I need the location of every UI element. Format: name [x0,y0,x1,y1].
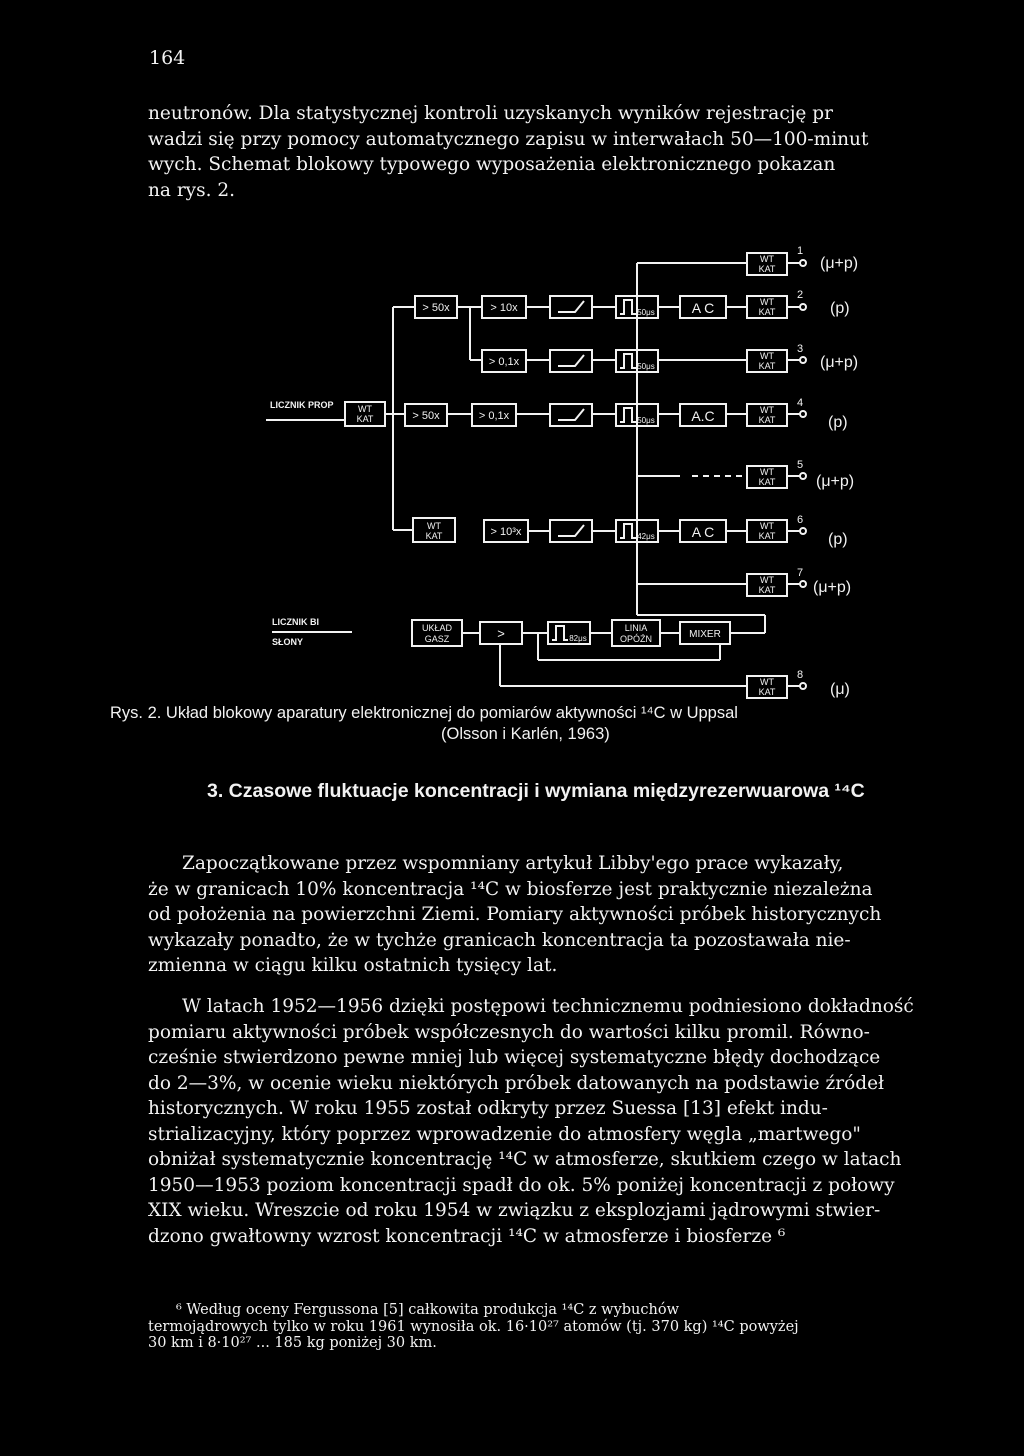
ac-label: A C [691,300,715,316]
kat-label: KAT [758,361,776,371]
block-diagram [0,0,1024,700]
wt-label: WT [760,521,774,531]
text-line: 1950—1953 poziom koncentracji spadł do ok. 5% poniżej koncentracji z połowy [148,1174,895,1196]
wt-label: WT [760,467,774,477]
text-line: na rys. 2. [148,179,236,201]
output-label: (μ+p) [820,255,859,272]
text-line: Zapoczątkowane przez wspomniany artykuł Libby'ego prace wykazały, [182,853,844,874]
box-label: OPÓŹN [619,634,653,644]
pulse-symbol [620,524,636,538]
output-terminal [800,581,806,587]
wt-label: WT [760,254,774,264]
counter-label: LICZNIK BI [272,617,319,627]
text-line: od położenia na powierzchni Ziemi. Pomiary aktywności próbek historycznych [148,904,882,925]
discriminator-box [550,404,592,426]
output-number: 8 [797,669,804,681]
delay-label: 42μs [637,532,655,541]
text-line: dzono gwałtowny wzrost koncentracji ¹⁴C w atmosferze i biosferze ⁶ [148,1225,786,1247]
footnote-line: ⁶ Według oceny Fergussona [5] całkowita produkcja ¹⁴C z wybuchów [176,1302,679,1318]
delay-label: 50μs [637,362,655,371]
box-label: GASZ [424,634,450,644]
text-line: pomiaru aktywności próbek współczesnych do wartości kilku promil. Równo- [148,1021,870,1043]
wt-label: WT [427,521,441,531]
text-line: obniżał systematycznie koncentrację ¹⁴C w atmosferze, skutkiem czego w latach [148,1149,902,1170]
footnote-line: termojądrowych tylko w roku 1961 wynosiła ok. 16·10²⁷ atomów (tj. 370 kg) ¹⁴C powyżej [148,1318,799,1335]
paragraph-2 [148,994,914,1249]
output-number: 4 [797,397,804,409]
discriminator-box [550,350,592,372]
pulse-symbol [620,300,636,314]
output-label: (p) [830,300,850,317]
output-terminal [800,473,806,479]
output-terminal [800,260,806,266]
text-line: neutronów. Dla statystycznej kontroli uzyskanych wyników rejestrację pr [148,103,833,124]
output-label: (μ+p) [816,473,855,490]
discriminator-box [550,296,592,318]
text-line: do 2—3%, w ocenie wieku niektórych próbek datowanych na podstawie źródeł [148,1072,885,1094]
delay-label: 82μs [569,634,587,643]
kat-label: KAT [758,307,776,317]
output-label: (p) [828,531,848,548]
ac-label: A.C [691,408,715,424]
text-line: XIX wieku. Wreszcie od roku 1954 w związku z eksplozjami jądrowymi stwier- [148,1200,881,1221]
kat-label: KAT [758,415,776,425]
counter-label-2: SŁONY [272,637,304,647]
box-label: UKŁAD [421,623,453,633]
amplifier-label: > 0,1x [478,410,510,422]
caption-line: (Olsson i Karlén, 1963) [441,725,610,743]
discriminator-symbol [558,355,584,366]
discriminator-symbol [558,525,584,536]
output-label: (μ) [830,681,850,698]
output-terminal [800,683,806,689]
kat-label: KAT [356,414,374,424]
kat-label: KAT [758,531,776,541]
text-line: wadzi się przy pomocy automatycznego zapisu w interwałach 50—100-minut [148,128,869,150]
amplifier-label: > 50x [412,410,440,422]
kat-label: KAT [758,264,776,274]
wt-label: WT [760,677,774,687]
footnote-line: 30 km i 8·10²⁷ ... 185 kg poniżej 30 km. [148,1335,437,1351]
wt-label: WT [760,575,774,585]
kat-label: KAT [758,687,776,697]
output-number: 2 [797,289,804,301]
text-line: wykazały ponadto, że w tychże granicach koncentracja ta pozostawała nie- [148,929,851,951]
kat-label: KAT [425,531,443,541]
discriminator-symbol [558,409,584,420]
box-label: LINIA [624,623,648,633]
amplifier-label: > 10³x [490,526,522,538]
output-terminal [800,357,806,363]
wt-label: WT [760,297,774,307]
amplifier-label: > 50x [422,302,450,314]
pulse-symbol [552,626,568,640]
output-number: 1 [797,245,804,257]
output-label: (p) [828,414,848,431]
section-heading: 3. Czasowe fluktuacje koncentracji i wymiana międzyrezerwuarowa ¹⁴C [207,780,865,802]
output-terminal [800,528,806,534]
kat-label: KAT [758,477,776,487]
text-line: cześnie stwierdzono pewne mniej lub więcej systematyczne błędy dochodzące [148,1047,881,1068]
output-label: (μ+p) [813,579,852,596]
wt-label: WT [760,405,774,415]
paragraph-1 [148,851,882,979]
output-number: 7 [797,567,804,579]
text-line: strializacyjny, który poprzez wprowadzenie do atmosfery węgla „martwego" [148,1123,861,1145]
text-line: wych. Schemat blokowy typowego wyposażenia elektronicznego pokazan [148,154,836,175]
output-number: 3 [797,343,804,355]
text-line: zmienna w ciągu kilku ostatnich tysięcy lat. [148,955,558,976]
delay-label: 50μs [637,416,655,425]
output-terminal [800,304,806,310]
output-label: (μ+p) [820,354,859,371]
output-number: 5 [797,459,804,471]
wt-label: WT [358,404,372,414]
proportional-counter-label: LICZNIK PROP [270,400,334,410]
kat-label: KAT [758,585,776,595]
wt-label: WT [760,351,774,361]
ac-label: A C [691,524,715,540]
amplifier-label: > [497,626,505,641]
discriminator-symbol [558,301,584,312]
footnote [148,1302,888,1352]
amplifier-label: > 10x [490,302,518,314]
text-line: że w granicach 10% koncentracja ¹⁴C w biosferze jest praktycznie niezależna [148,878,873,900]
amplifier-label: > 0,1x [488,356,520,368]
caption-line: Rys. 2. Układ blokowy aparatury elektronicznej do pomiarów aktywności ¹⁴C w Uppsal [110,704,738,722]
pulse-symbol [620,354,636,368]
figure-caption [110,703,910,745]
pulse-symbol [620,408,636,422]
mixer-label: MIXER [689,629,721,640]
discriminator-box [550,520,592,542]
delay-label: 50μs [637,308,655,317]
text-line: W latach 1952—1956 dzięki postępowi technicznemu podniesiono dokładność [182,996,914,1017]
page-number: 164 [149,47,186,69]
output-terminal [800,411,806,417]
output-number: 6 [797,514,804,526]
text-line: historycznych. W roku 1955 został odkryty przez Suessa [13] efekt indu- [148,1098,828,1119]
